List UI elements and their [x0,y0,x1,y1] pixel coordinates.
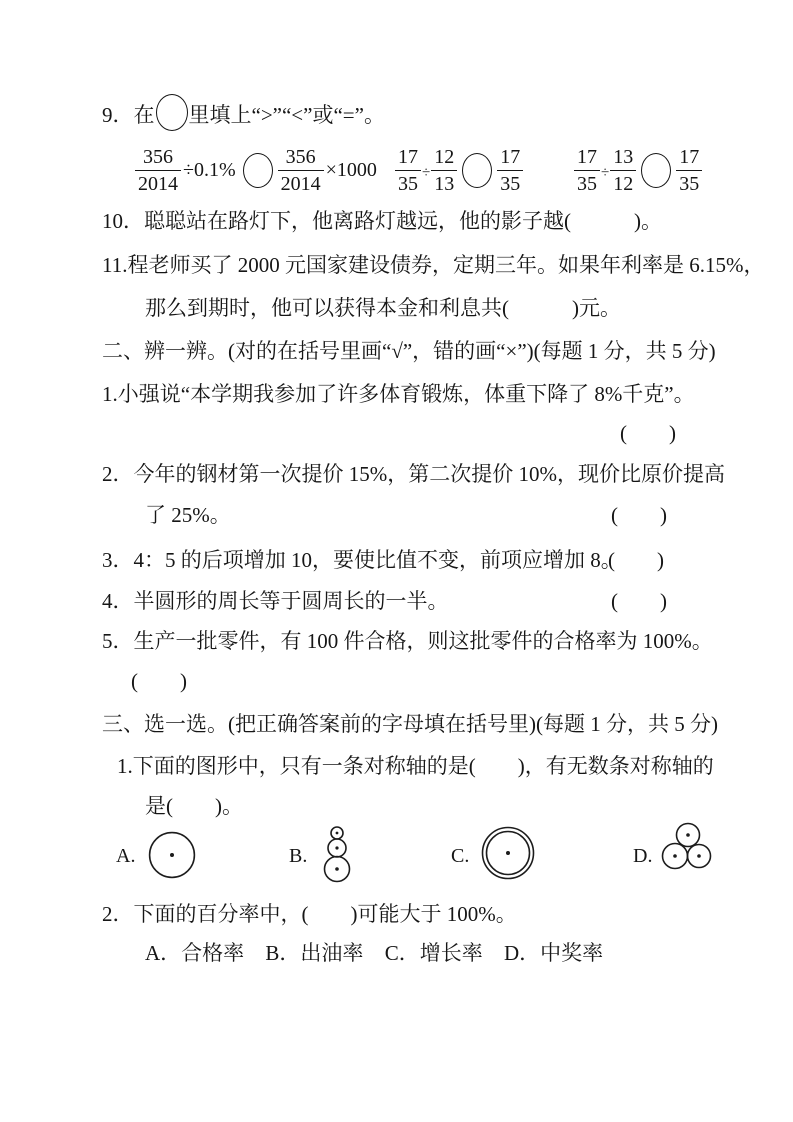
comparison-2 [395,140,523,200]
denominator: 35 [577,172,597,195]
comparison-circle-icon [641,153,671,188]
question-11-text2: 那么到期时，他可以获得本金和利息共( )元。 [145,296,621,320]
figure-c-label: C. [451,845,470,867]
tf-item-4-answer-blank: ( ) [611,589,667,613]
stacked-circles-icon [322,825,352,883]
question-9-comparisons [102,140,702,200]
question-9-pre: 在 [133,103,155,127]
operator: ÷0.1% [183,158,236,181]
comparison-circle-icon [462,153,492,188]
choice-q2-text: 下面的百分率中，( )可能大于 100%。 [133,902,517,926]
comparison-3 [574,140,702,200]
figure-b-label: B. [289,845,308,867]
tf-item-3-number: 3． [102,548,134,572]
tf-item-2-answer-blank: ( ) [611,503,667,527]
tf-item-1-text: 小强说“本学期我参加了许多体育锻炼，体重下降了 8%千克”。 [117,382,695,406]
tf-item-4-text: 半圆形的周长等于圆周长的一半。 [133,589,449,613]
tf-item-1-answer-blank: ( ) [620,421,676,445]
tf-item-3-text: 4：5 的后项增加 10，要使比值不变，前项应增加 8。 [133,548,622,572]
tf-item-5-number: 5． [102,629,134,653]
divide-operator: ÷ [601,164,610,181]
section-3-title: 三、选一选。(把正确答案前的字母填在括号里)(每题 1 分，共 5 分) [102,712,718,736]
choice-option-a: A．合格率 [145,941,245,965]
tf-item-1-number: 1. [102,382,118,406]
answer-circle-icon [156,94,188,131]
numerator: 356 [135,147,181,171]
question-11-line2 [145,295,621,322]
choice-q2-number: 2． [102,902,134,926]
figure-options-row [0,818,793,890]
fraction [610,147,636,194]
question-9-number: 9． [102,103,134,127]
choice-q1-line1 [117,753,714,780]
section-2-header [102,338,716,365]
denominator: 35 [398,172,418,195]
tf-item-3-answer-blank: ( ) [608,548,664,572]
choice-option-b: B．出油率 [265,941,364,965]
concentric-circles-icon [480,825,536,881]
fraction [574,147,600,194]
choice-q1-text1: 下面的图形中，只有一条对称轴的是( )，有无数条对称轴的 [132,754,714,778]
figure-a-label: A. [116,845,136,867]
numerator: 12 [431,147,457,171]
denominator: 13 [434,172,455,195]
tf-item-2-line2 [145,502,231,529]
numerator: 13 [610,147,636,171]
fraction [278,147,324,194]
question-11-text1: 程老师买了 2000 元国家建设债券，定期三年。如果年利率是 6.15%， [127,253,765,277]
section-3-header [102,711,718,738]
denominator: 12 [613,172,634,195]
single-circle-icon [147,830,197,880]
figure-d-label: D. [633,845,653,867]
tf-item-5 [102,628,713,655]
tf-item-2-line1 [102,461,725,488]
question-9 [102,94,385,131]
question-11-line1 [102,252,764,279]
numerator: 17 [395,147,421,171]
denominator: 2014 [280,172,321,195]
denominator: 35 [500,172,521,195]
comparison-1 [135,140,379,200]
choice-q1-number: 1. [117,754,133,778]
numerator: 17 [676,147,702,171]
choice-option-d: D．中奖率 [503,941,604,965]
question-10 [102,208,662,235]
choice-q1-text2: 是( )。 [145,794,243,818]
fraction [395,147,421,194]
numerator: 17 [574,147,600,171]
question-10-number: 10． [102,209,144,233]
denominator: 35 [679,172,700,195]
tf-item-2-text2: 了 25%。 [145,503,231,527]
fraction [431,147,457,194]
question-10-text: 聪聪站在路灯下，他离路灯越远，他的影子越( )。 [144,209,662,233]
tf-item-4-number: 4． [102,589,134,613]
choice-q2-options [145,940,619,967]
choice-option-c: C．增长率 [384,941,483,965]
numerator: 356 [278,147,324,171]
tf-item-2-text1: 今年的钢材第一次提价 15%，第二次提价 10%，现价比原价提高 [133,462,725,486]
numerator: 17 [497,147,523,171]
tf-item-5-answer-blank: ( ) [131,669,187,693]
fraction [135,147,181,194]
choice-q1-line2 [145,793,243,820]
tf-item-5-text: 生产一批零件，有 100 件合格，则这批零件的合格率为 100%。 [133,629,713,653]
fraction [497,147,523,194]
question-9-post: 里填上“>”“<”或“=”。 [188,103,385,127]
operator: ×1000 [325,158,377,181]
fraction [676,147,702,194]
clustered-circles-icon [659,822,713,870]
question-11-number: 11. [102,253,128,277]
choice-q2 [102,901,517,928]
comparison-circle-icon [243,153,273,188]
tf-item-2-number: 2． [102,462,134,486]
tf-item-1 [102,381,695,408]
section-2-title: 二、辨一辨。(对的在括号里画“√”，错的画“×”)(每题 1 分，共 5 分) [102,339,716,363]
tf-item-3 [102,547,622,574]
denominator: 2014 [138,172,178,195]
divide-operator: ÷ [422,164,431,181]
tf-item-4 [102,588,449,615]
